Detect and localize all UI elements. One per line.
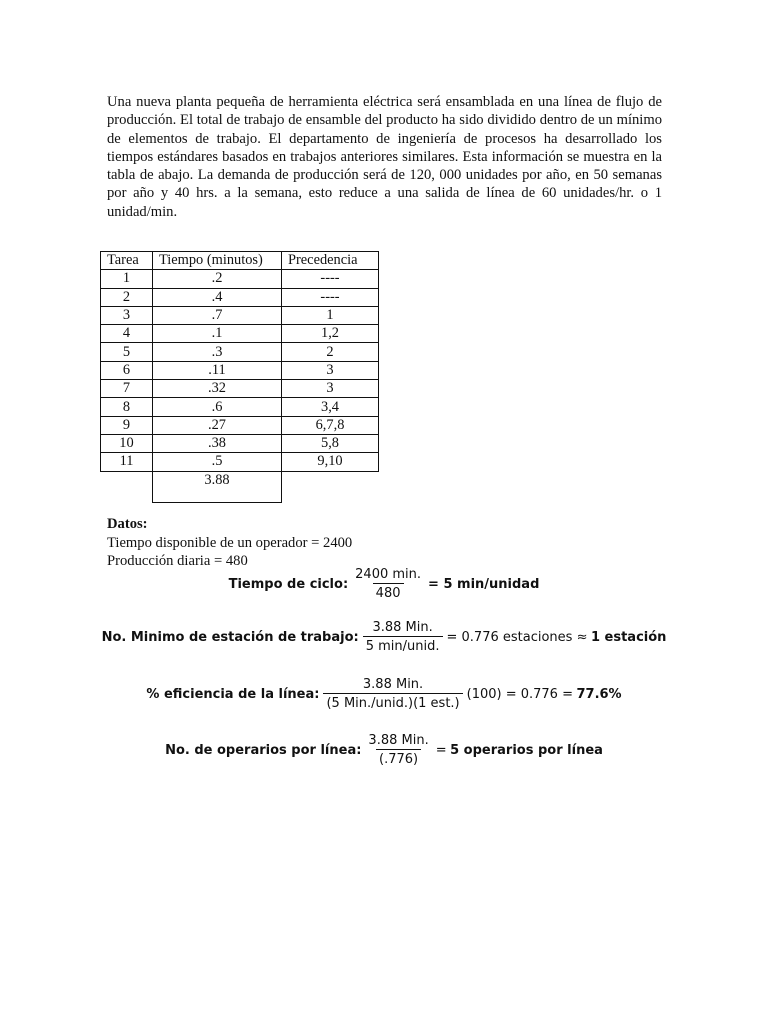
fraction-numerator: 3.88 Min. (372, 620, 433, 635)
table-header-row (101, 252, 379, 270)
equation-ciclo-fraction (352, 567, 424, 601)
table-row (101, 361, 379, 379)
equation-eficiencia-fraction (323, 677, 462, 711)
table-row (101, 288, 379, 306)
cell-tarea: 9 (101, 416, 153, 434)
fraction-numerator: 3.88 Min. (362, 677, 424, 692)
equation-estaciones (0, 620, 768, 654)
equation-eficiencia-result: 77.6% (576, 686, 622, 702)
cell-tiempo: .6 (153, 398, 282, 416)
table-row (101, 453, 379, 471)
table-row (101, 325, 379, 343)
table-row (101, 416, 379, 434)
cell-precedencia: 1 (282, 306, 379, 324)
equation-eficiencia-label: % eficiencia de la línea: (146, 686, 320, 702)
equation-ciclo (0, 567, 768, 601)
equation-estaciones-fraction (363, 620, 443, 654)
cell-tiempo: .2 (153, 270, 282, 288)
table-row (101, 434, 379, 452)
cell-precedencia: 6,7,8 (282, 416, 379, 434)
empty-cell (282, 471, 379, 502)
cell-tiempo: .27 (153, 416, 282, 434)
cell-precedencia: 3 (282, 380, 379, 398)
cell-tarea: 6 (101, 361, 153, 379)
intro-paragraph: Una nueva planta pequeña de herramienta eléctrica será ensamblada en una línea de flujo de producción. El total de trabajo de ensamble del producto ha sido dividido dentro de un mínimo de elementos de trabajo. El departamento de ingeniería de procesos ha desarrollado los tiempos estándares basados en trabajos anteriores similares. Esta información se muestra en la tabla de abajo. La demanda de producción será de 120, 000 unidades por año, en 50 semanas por año y 40 hrs. a la semana, esto reduce a una salida de línea de 60 unidades/hr. o 1 unidad/min. (107, 94, 662, 220)
fraction-denominator: (.776) (376, 749, 421, 767)
equation-operarios (0, 733, 768, 767)
table-row (101, 306, 379, 324)
cell-tarea: 3 (101, 306, 153, 324)
cell-precedencia: 2 (282, 343, 379, 361)
fraction-numerator: 2400 min. (355, 567, 422, 582)
empty-cell (101, 471, 153, 502)
equation-ciclo-result: = 5 min/unidad (428, 576, 540, 592)
header-tiempo: Tiempo (minutos) (153, 252, 282, 270)
cell-tarea: 2 (101, 288, 153, 306)
fraction-numerator: 3.88 Min. (368, 733, 429, 748)
cell-precedencia: 3,4 (282, 398, 379, 416)
equation-estaciones-result: 1 estación (590, 629, 667, 645)
cell-tarea: 5 (101, 343, 153, 361)
cell-tarea: 10 (101, 434, 153, 452)
cell-precedencia: 9,10 (282, 453, 379, 471)
cell-tarea: 11 (101, 453, 153, 471)
cell-precedencia: ---- (282, 270, 379, 288)
cell-tiempo: .32 (153, 380, 282, 398)
table-row (101, 380, 379, 398)
datos-line-daily-production: Producción diaria = 480 (107, 553, 248, 569)
cell-tiempo: .5 (153, 453, 282, 471)
fraction-denominator: 5 min/unid. (363, 636, 443, 654)
table-row (101, 270, 379, 288)
equation-operarios-mid: = (435, 742, 447, 758)
table-total-row (101, 471, 379, 502)
equation-estaciones-mid: = 0.776 estaciones ≈ (446, 629, 588, 645)
equation-eficiencia-mid: (100) = 0.776 = (466, 686, 573, 702)
table-row (101, 343, 379, 361)
cell-precedencia: ---- (282, 288, 379, 306)
cell-tiempo: .11 (153, 361, 282, 379)
fraction-denominator: (5 Min./unid.)(1 est.) (323, 693, 462, 711)
cell-tiempo: .38 (153, 434, 282, 452)
cell-tiempo: .7 (153, 306, 282, 324)
cell-precedencia: 5,8 (282, 434, 379, 452)
cell-tarea: 7 (101, 380, 153, 398)
datos-heading: Datos: (107, 516, 148, 532)
fraction-denominator: 480 (373, 583, 404, 601)
cell-precedencia: 1,2 (282, 325, 379, 343)
header-tarea: Tarea (101, 252, 153, 270)
header-precedencia: Precedencia (282, 252, 379, 270)
cell-tiempo: .1 (153, 325, 282, 343)
cell-tiempo: .3 (153, 343, 282, 361)
equation-estaciones-label: No. Minimo de estación de trabajo: (101, 629, 359, 645)
datos-block (107, 515, 352, 571)
equation-operarios-fraction (365, 733, 431, 767)
cell-precedencia: 3 (282, 361, 379, 379)
datos-line-operator-time: Tiempo disponible de un operador = 2400 (107, 534, 353, 551)
cell-total-time: 3.88 (153, 471, 282, 502)
equation-operarios-result: 5 operarios por línea (450, 742, 603, 758)
cell-tiempo: .4 (153, 288, 282, 306)
equation-operarios-label: No. de operarios por línea: (165, 742, 362, 758)
cell-tarea: 1 (101, 270, 153, 288)
cell-tarea: 8 (101, 398, 153, 416)
equation-eficiencia (0, 677, 768, 711)
cell-tarea: 4 (101, 325, 153, 343)
equation-ciclo-label: Tiempo de ciclo: (228, 576, 349, 592)
tasks-table (100, 251, 379, 503)
table-row (101, 398, 379, 416)
